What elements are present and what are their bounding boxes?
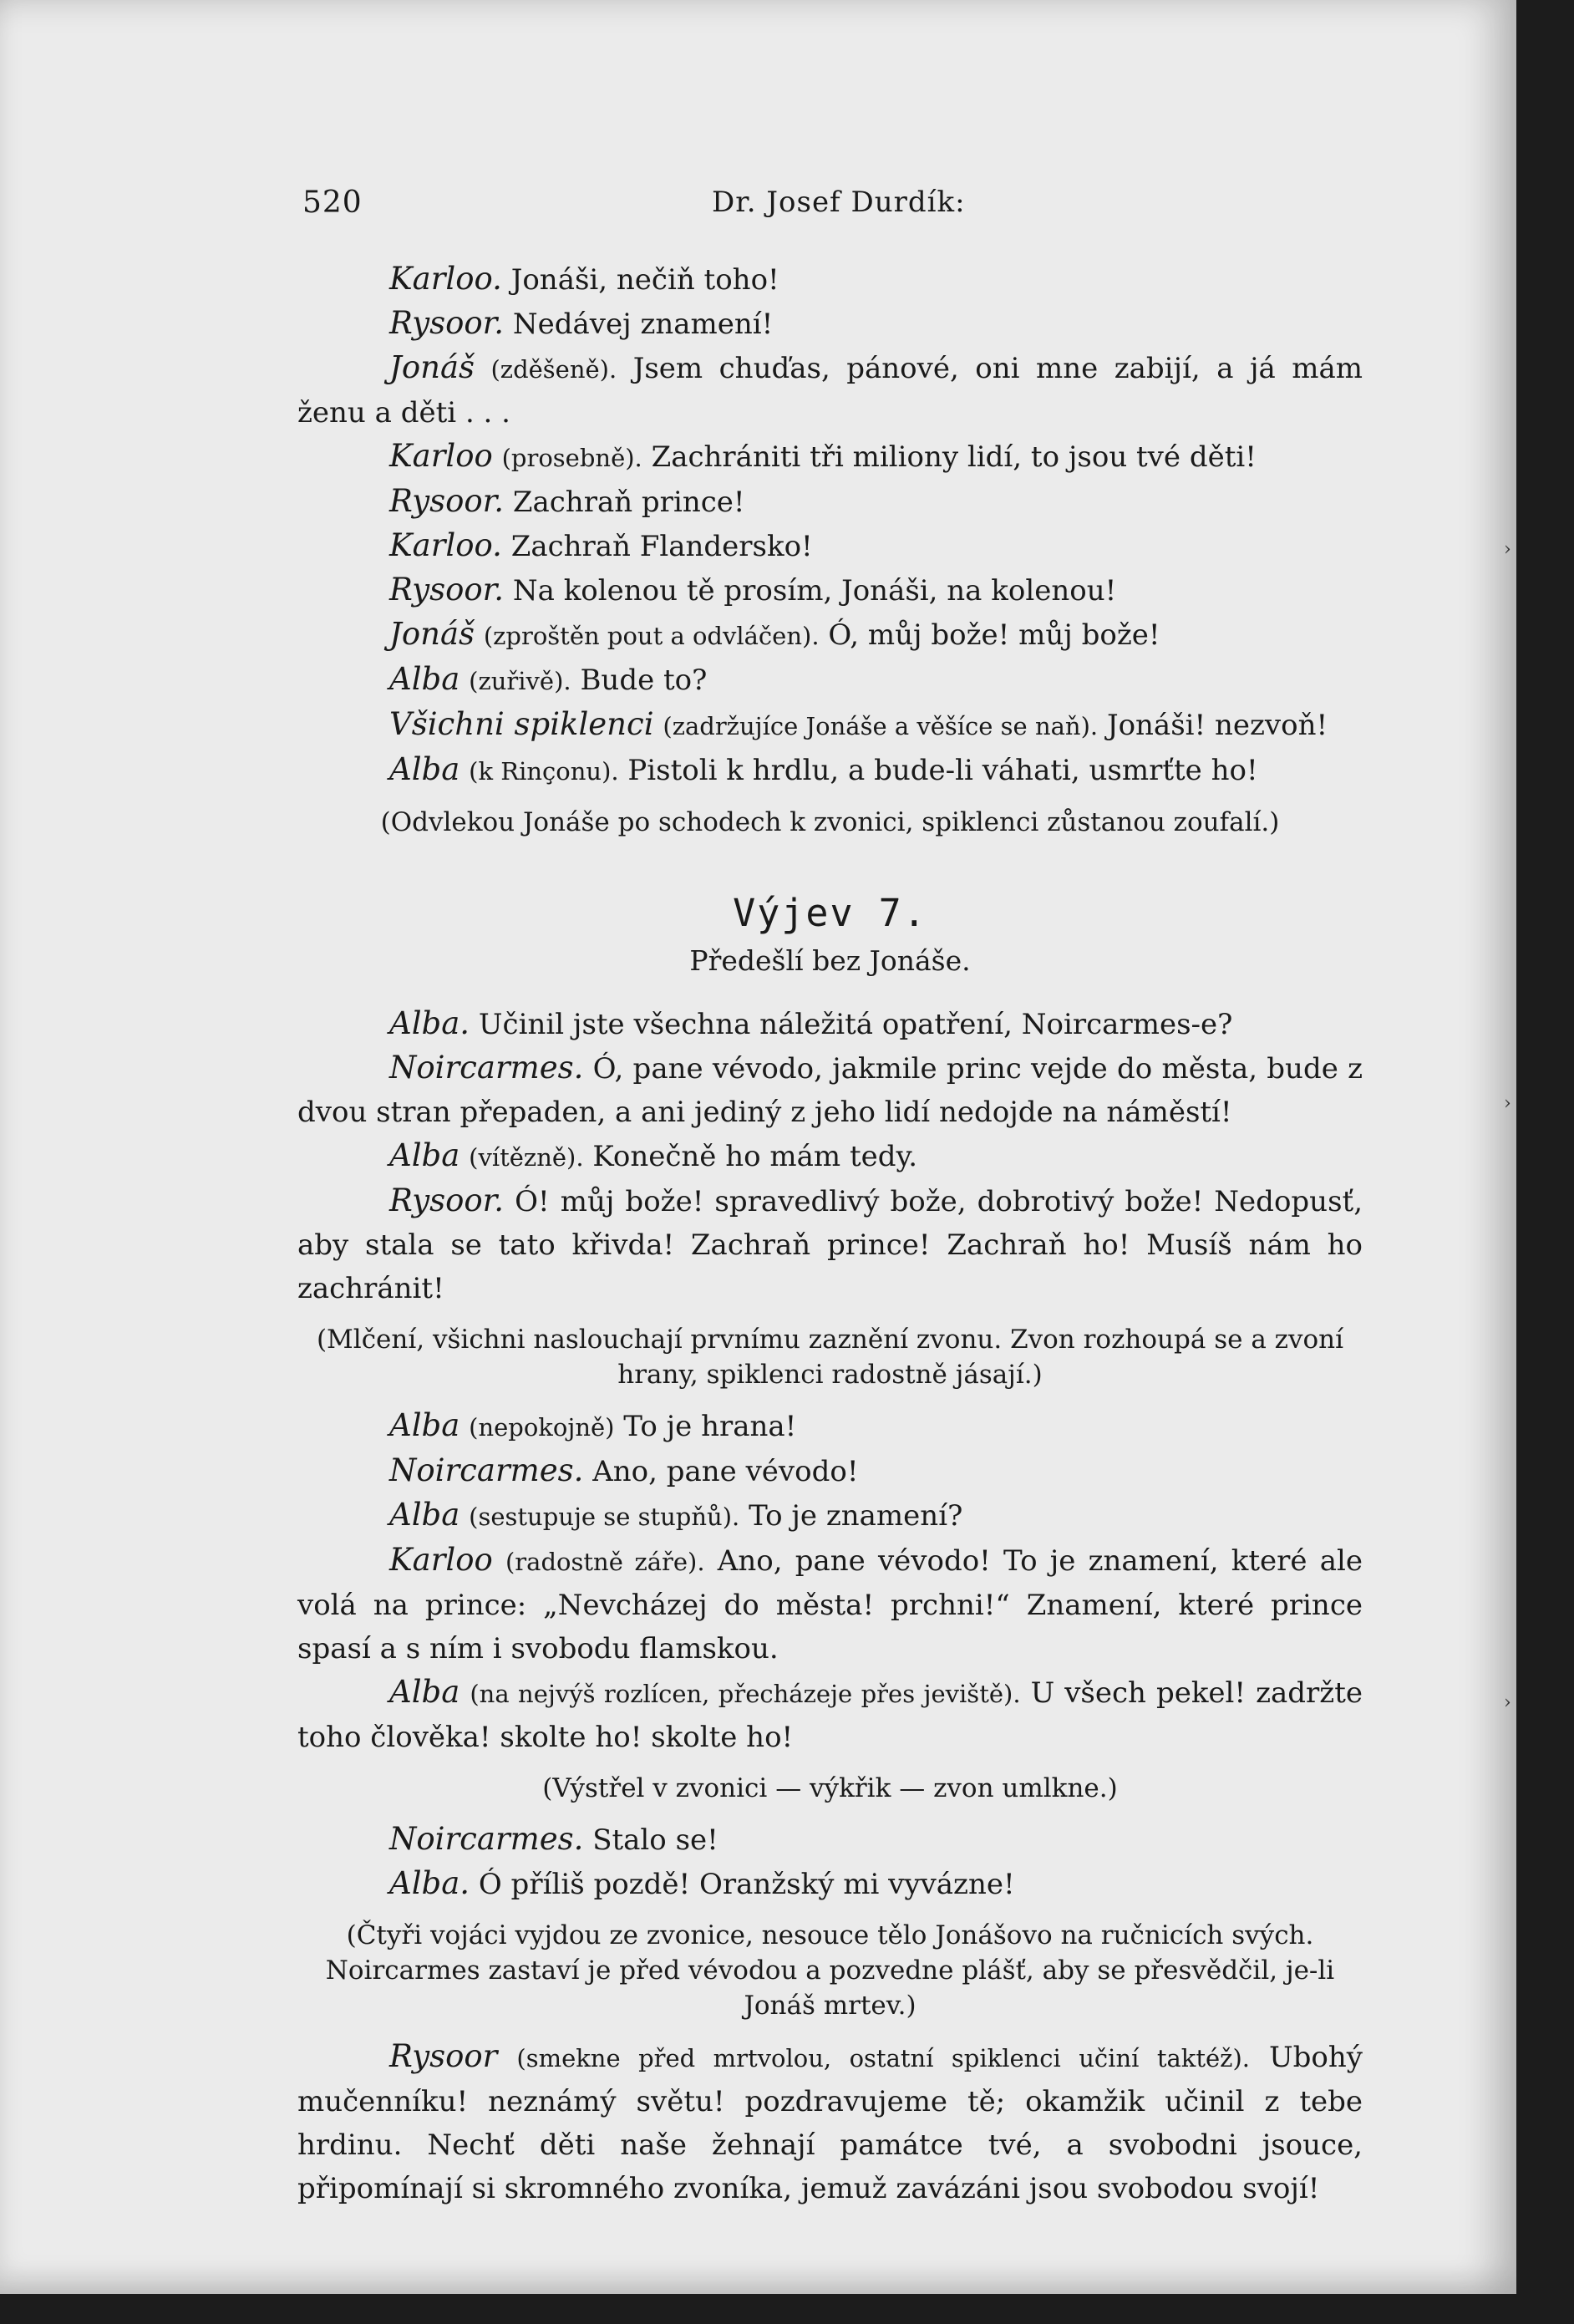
stage-note: (smekne před mrtvolou, ostatní spiklenci učiní taktéž). — [516, 2044, 1250, 2072]
dialogue-text: To je hrana! — [623, 1410, 797, 1443]
dialogue-block-4 — [297, 1818, 1363, 1906]
margin-mark: › — [1504, 1692, 1511, 1713]
margin-mark: › — [1504, 539, 1511, 560]
dialogue-text: Jonáši, nečiň toho! — [510, 263, 779, 297]
dialogue-text: Jsem chuďas, pánové, oni mne zabijí, a já mám ženu a děti . . . — [297, 352, 1363, 430]
dialogue-line — [297, 1002, 1363, 1046]
stage-direction: (Výstřel v zvonici — výkřik — zvon umlkne.) — [542, 1773, 1118, 1803]
stage-direction: (Odvlekou Jonáše po schodech k zvonici, spiklenci zůstanou zoufalí.) — [380, 807, 1280, 837]
dialogue-text: Ano, pane vévodo! — [592, 1455, 859, 1488]
speaker-name: Alba — [389, 1137, 460, 1173]
speaker-name: Rysoor — [389, 2038, 498, 2074]
speaker-name: Rysoor. — [389, 305, 505, 341]
scene-subtitle: Předešlí bez Jonáše. — [689, 944, 971, 977]
speaker-name: Alba. — [389, 1865, 470, 1901]
dialogue-text: Ó, pane vévodo, jakmile princ vejde do města, bude z dvou stran přepaden, a ani jediný z jeho lidí nedojde na náměstí! — [297, 1052, 1363, 1129]
dialogue-text: Ano, pane vévodo! To je znamení, které ale volá na prince: „Nevcházej do města! prchni!“ Znamení, které prince spasí a s ním i svobodu flamskou. — [297, 1544, 1363, 1665]
dialogue-line — [297, 1134, 1363, 1179]
dialogue-text: Pistoli k hrdlu, a bude-li váhati, usmrťte ho! — [627, 754, 1258, 787]
dialogue-text: Zachrániti tři miliony lidí, to jsou tvé děti! — [651, 440, 1257, 474]
dialogue-text: Stalo se! — [592, 1823, 718, 1857]
dialogue-block-1 — [297, 257, 1363, 793]
dialogue-line — [297, 435, 1363, 480]
dialogue-line — [297, 1671, 1363, 1759]
speaker-name: Rysoor. — [389, 483, 505, 519]
page-number: 520 — [302, 186, 363, 220]
dialogue-text: Ubohý mučenníku! neznámý světu! pozdravujeme tě; okamžik učinil z tebe hrdinu. Nechť děti naše žehnají památce tvé, a svobodni jsouce, připomínají si skromného zvoníka, jemuž zavázáni jsou svobodou svojí! — [297, 2041, 1363, 2205]
dialogue-text: Jonáši! nezvoň! — [1106, 709, 1328, 742]
dialogue-line — [297, 748, 1363, 793]
speaker-name: Karloo. — [389, 527, 502, 563]
speaker-name: Alba — [389, 1497, 460, 1533]
speaker-name: Alba — [389, 1407, 460, 1443]
stage-note: (radostně záře). — [505, 1548, 705, 1576]
dialogue-line — [297, 1862, 1363, 1906]
dialogue-line — [297, 1818, 1363, 1862]
stage-note: (na nejvýš rozlícen, přecházeje přes jeviště). — [470, 1680, 1021, 1708]
speaker-name: Alba — [389, 751, 460, 787]
dialogue-text: Nedávej znamení! — [512, 308, 774, 341]
stage-note: (vítězně). — [469, 1143, 584, 1172]
scene-title: Výjev 7. — [733, 891, 927, 935]
stage-note: (nepokojně) — [469, 1413, 615, 1442]
stage-note: (zproštěn pout a odvláčen). — [483, 622, 820, 650]
dialogue-line — [297, 302, 1363, 346]
dialogue-text: To je znamení? — [749, 1499, 963, 1533]
dialogue-text: U všech pekel! zadržte toho člověka! skolte ho! skolte ho! — [297, 1676, 1363, 1754]
stage-direction: (Čtyři vojáci vyjdou ze zvonice, nesouce tělo Jonášovo na ručnicích svých. Noircarmes zastaví je před vévodou a pozvedne plášť, aby se přesvědčil, je-li Jonáš mrtev.) — [325, 1920, 1335, 2021]
running-head: Dr. Josef Durdík: — [712, 186, 966, 219]
dialogue-line — [297, 346, 1363, 435]
dialogue-line — [297, 1404, 1363, 1449]
speaker-name: Rysoor. — [389, 572, 505, 608]
dialogue-block-5 — [297, 2035, 1363, 2210]
dialogue-text: Zachraň prince! — [512, 486, 745, 519]
speaker-name: Jonáš — [389, 616, 475, 652]
speaker-name: Alba — [389, 661, 460, 697]
page-header — [302, 186, 1359, 236]
speaker-name: Noircarmes. — [389, 1821, 584, 1857]
dialogue-text: Konečně ho mám tedy. — [592, 1140, 918, 1173]
dialogue-text: Ó, můj bože! můj bože! — [828, 618, 1160, 652]
speaker-name: Rysoor. — [389, 1182, 505, 1218]
dialogue-line — [297, 1449, 1363, 1493]
speaker-name: Noircarmes. — [389, 1452, 584, 1488]
margin-mark: › — [1504, 1093, 1511, 1114]
speaker-name: Karloo — [389, 438, 493, 474]
dialogue-text: Ó příliš pozdě! Oranžský mi vyvázne! — [478, 1868, 1015, 1901]
dialogue-text: Na kolenou tě prosím, Jonáši, na kolenou! — [512, 574, 1117, 608]
dialogue-block-2 — [297, 1002, 1363, 1310]
dialogue-block-3 — [297, 1404, 1363, 1759]
speaker-name: Noircarmes. — [389, 1050, 584, 1086]
stage-note: (zadržujíce Jonáše a věšíce se naň). — [663, 712, 1099, 740]
dialogue-line — [297, 1538, 1363, 1671]
speaker-name: Alba. — [389, 1005, 470, 1041]
stage-note: (zděšeně). — [490, 355, 617, 384]
dialogue-line — [297, 1493, 1363, 1538]
dialogue-line — [297, 613, 1363, 658]
dialogue-line — [297, 1046, 1363, 1134]
stage-note: (zuřivě). — [469, 667, 571, 695]
speaker-name: Jonáš — [389, 349, 475, 385]
dialogue-text: Zachraň Flandersko! — [510, 530, 813, 563]
dialogue-line — [297, 703, 1363, 748]
play-text — [297, 257, 1363, 2210]
stage-note: (prosebně). — [501, 444, 642, 472]
stage-note: (sestupuje se stupňů). — [469, 1503, 740, 1531]
dialogue-text: Učinil jste všechna náležitá opatření, Noircarmes-e? — [478, 1008, 1233, 1041]
speaker-name: Karloo. — [389, 261, 502, 297]
dialogue-line — [297, 658, 1363, 703]
stage-note: (k Rinçonu). — [469, 757, 619, 786]
dialogue-line — [297, 568, 1363, 613]
speaker-name: Všichni spiklenci — [389, 706, 654, 742]
dialogue-line — [297, 2035, 1363, 2210]
dialogue-line — [297, 1179, 1363, 1310]
stage-direction: (Mlčení, všichni naslouchají prvnímu zaznění zvonu. Zvon rozhoupá se a zvoní hrany, spiklenci radostně jásají.) — [316, 1325, 1344, 1390]
speaker-name: Karloo — [389, 1542, 493, 1578]
dialogue-line — [297, 257, 1363, 302]
dialogue-text: Ó! můj bože! spravedlivý bože, dobrotivý bože! Nedopusť, aby stala se tato křivda! Zachraň prince! Zachraň ho! Musíš nám ho zachránit! — [297, 1185, 1363, 1305]
speaker-name: Alba — [389, 1674, 460, 1710]
dialogue-line — [297, 480, 1363, 524]
dialogue-text: Bude to? — [580, 664, 708, 697]
dialogue-line — [297, 524, 1363, 568]
